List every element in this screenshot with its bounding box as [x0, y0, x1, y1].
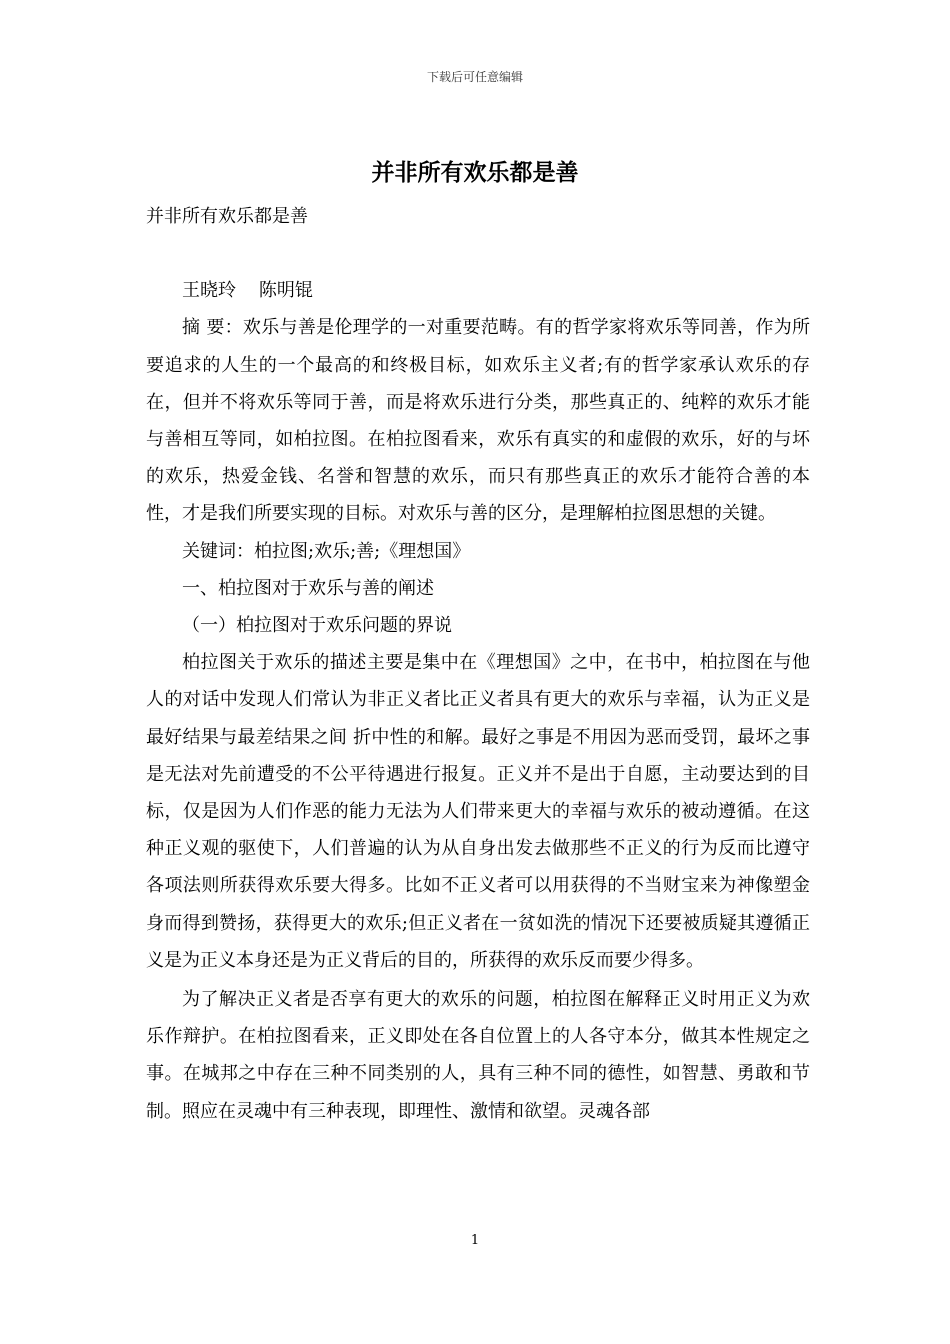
document-title: 并非所有欢乐都是善	[371, 159, 579, 186]
body-paragraph-2: 为了解决正义者是否享有更大的欢乐的问题，柏拉图在解释正义时用正义为欢乐作辩护。在柏拉图看来，正义即处在各自位置上的人各守本分，做其本性规定之事。在城邦之中存在三种不同类别的人，具有三种不同的德性，如智慧、勇敢和节制。照应在灵魂中有三种表现，即理性、激情和欲望。灵魂各部	[146, 989, 810, 1122]
document-body	[146, 198, 810, 1130]
section-heading: 一、柏拉图对于欢乐与善的阐述	[182, 577, 434, 599]
abstract-paragraph: 摘 要：欢乐与善是伦理学的一对重要范畴。有的哲学家将欢乐等同善，作为所要追求的人生的一个最高的和终极目标，如欢乐主义者;有的哲学家承认欢乐的存在，但并不将欢乐等同于善，而是将欢乐进行分类，那些真正的、纯粹的欢乐才能与善相互等同，如柏拉图。在柏拉图看来，欢乐有真实的和虚假的欢乐，好的与坏的欢乐，热爱金钱、名誉和智慧的欢乐，而只有那些真正的欢乐才能符合善的本性，才是我们所要实现的目标。对欢乐与善的区分，是理解柏拉图思想的关键。	[146, 317, 810, 525]
subsection-heading: （一）柏拉图对于欢乐问题的界说	[182, 615, 452, 637]
authors-line: 王晓玲 陈明锟	[182, 280, 313, 302]
keywords-line: 关键词：柏拉图;欢乐;善;《理想国》	[182, 540, 471, 562]
document-subtitle: 并非所有欢乐都是善	[146, 206, 308, 227]
page-number: 1	[470, 1233, 480, 1248]
body-paragraph-1: 柏拉图关于欢乐的描述主要是集中在《理想国》之中，在书中，柏拉图在与他人的对话中发现人们常认为非正义者比正义者具有更大的欢乐与幸福，认为正义是最好结果与最差结果之间 折中性的和解。最好之事是不用因为恶而受罚，最坏之事是无法对先前遭受的不公平待遇进行报复。正义并不是出于自愿，主动要达到的目标，仅是因为人们作恶的能力无法为人们带来更大的幸福与欢乐的被动遵循。在这种正义观的驱使下，人们普遍的认为从自身出发去做那些不正义的行为反而比遵守各项法则所获得欢乐要大得多。比如不正义者可以用获得的不当财宝来为神像塑金身而得到赞扬，获得更大的欢乐;但正义者在一贫如洗的情况下还要被质疑其遵循正义是为正义本身还是为正义背后的目的，所获得的欢乐反而要少得多。	[146, 652, 810, 971]
header-note: 下载后可任意编辑	[426, 70, 523, 84]
